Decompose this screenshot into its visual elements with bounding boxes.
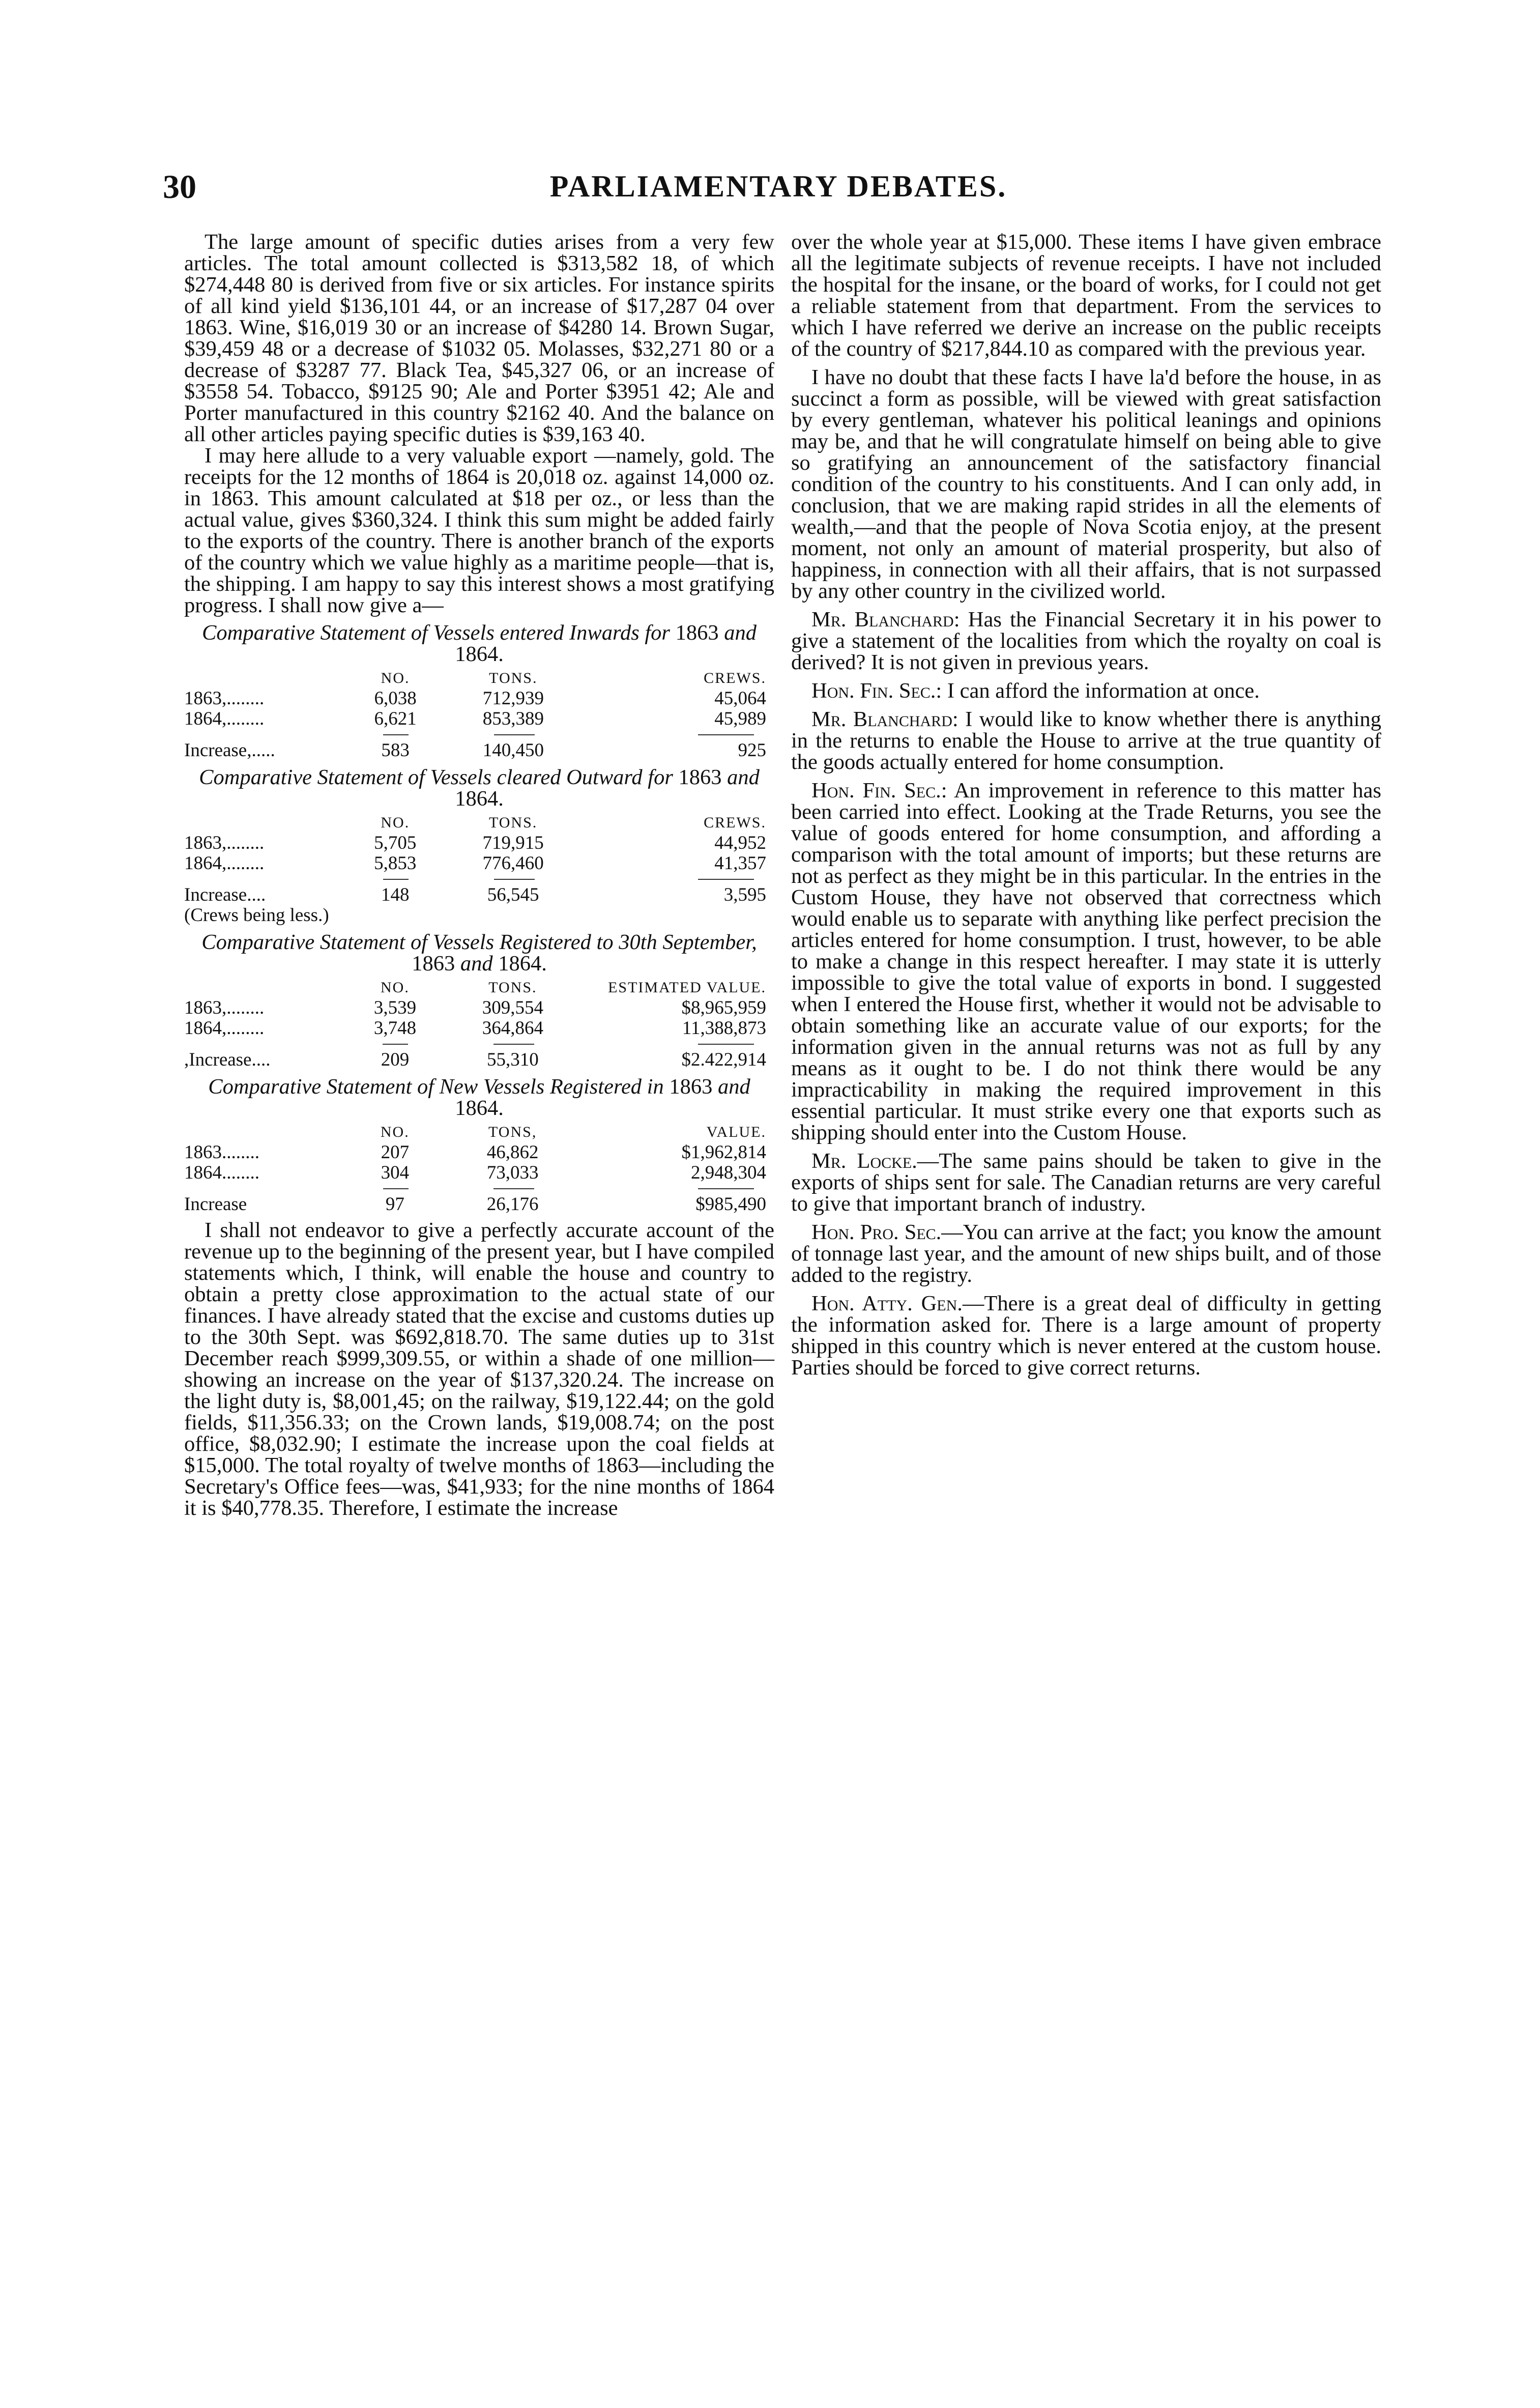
column-header: NO. — [381, 814, 410, 831]
table-rule — [184, 1039, 774, 1050]
column-header: ESTIMATED VALUE. — [608, 979, 766, 996]
column-header: TONS, — [488, 1124, 537, 1140]
table-row: 1864........ 304 73,033 2,948,304 — [184, 1162, 766, 1183]
table-note: (Crews being less.) — [184, 905, 329, 926]
column-header: VALUE. — [706, 1124, 766, 1140]
speech-fin-sec-2: Hon. Fin. Sec.: An improvement in reference to this matter has been carried into effect. Looking at the Trade Returns, you see the value of goods entered for home consumption, and affording a comparison with the total amount of imports; but these returns are not as perfect as they might be in this particular. In the entries in the Custom House, they have not observed that correctness which would enable us to separate with anything like perfect precision the articles entered for home consumption. I trust, however, to be able to make a change in this respect hereafter. I may state it is utterly impossible to give the total value of exports in bond. I suggested when I entered the House first, whether it would not be advisable to obtain something like an accurate value of our exports; for the information given in the annual returns was not as full by any means as it ought to be. I do not think there would be any impracticability in making the required improvement in this essential particular. It must strike every one that exports such as shipping should enter into the Custom House. — [791, 779, 1382, 1144]
speech-blanchard-1: Mr. Blanchard: Has the Financial Secretary it in his power to give a statement of the localities from which the royalty on coal is derived? It is not given in previous years. — [791, 608, 1381, 674]
right-column — [791, 232, 1381, 1379]
table-vessels-registered — [184, 978, 774, 1070]
speech-fin-sec-1: Hon. Fin. Sec.: I can afford the information at once. — [811, 679, 1260, 703]
paragraph-specific-duties: The large amount of specific duties arises from a very few articles. The total amount collected is $313,582 18, of which $274,448 80 is derived from five or six articles. For instance spirits of all kind yield $136,101 44, or an increase of $17,287 04 over 1863. Wine, $16,019 30 or an increase of $4280 14. Brown Sugar, $39,459 48 or a decrease of $1032 05. Molasses, $32,271 80 or a decrease of $3287 77. Black Tea, $45,327 06, or an increase of $3558 54. Tobacco, $9125 90; Ale and Porter $3951 42; Ale and Porter manufactured in this country $2162 40. And the balance on all other articles paying specific duties is $39,163 40. — [184, 230, 774, 446]
table-row: 1863,........ 5,705 719,915 44,952 — [184, 833, 766, 853]
column-header: NO. — [381, 670, 410, 686]
table-caption-entered-inwards: Comparative Statement of Vessels entered Inwards for 1863 and 1864. — [202, 621, 757, 666]
column-header: CREWS. — [704, 670, 766, 686]
table-total-row: Increase,..... 583 140,450 925 — [184, 740, 766, 761]
table-total-row: Increase 97 26,176 $985,490 — [184, 1194, 766, 1215]
speech-atty-gen: Hon. Atty. Gen.—There is a great deal of difficulty in getting the information asked for. There is a large amount of property shipped in this country which is never entered at the custom house. Parties should be forced to give correct returns. — [791, 1292, 1382, 1380]
speech-blanchard-2: Mr. Blanchard: I would like to know whether there is anything in the returns to enable the House to arrive at the true quantity of the goods actually entered for home consumption. — [791, 707, 1381, 774]
speech-pro-sec: Hon. Pro. Sec.—You can arrive at the fact; you know the amount of tonnage last year, and the amount of new ships built, and of those added to the registry. — [791, 1220, 1381, 1287]
speaker-name: Hon. Fin. Sec. — [811, 679, 936, 703]
table-header-row — [184, 668, 774, 689]
table-row: 1863,........ 6,038 712,939 45,064 — [184, 688, 766, 709]
speaker-name: Hon. Pro. Sec. — [811, 1220, 942, 1244]
table-row: 1864,........ 3,748 364,864 11,388,873 — [184, 1018, 766, 1039]
paragraph-gold-export: I may here allude to a very valuable export —namely, gold. The receipts for the 12 months of 1864 is 20,018 oz. against 14,000 oz. in 1863. This amount calculated at $18 per oz., or less than the actual value, gives $360,324. I think this sum might be added fairly to the exports of the country. There is another branch of the exports of the country which we value highly as a maritime people—that is, the shipping. I am happy to say this interest shows a most gratifying progress. I shall now give a— — [184, 444, 774, 617]
table-header-row — [184, 978, 774, 998]
column-header: CREWS. — [704, 814, 766, 831]
table-caption-new-vessels-registered: Comparative Statement of New Vessels Registered in 1863 and 1864. — [208, 1075, 750, 1120]
table-total-row: Increase.... 148 56,545 3,595 — [184, 884, 766, 905]
left-column — [184, 232, 774, 1519]
table-rule — [184, 1183, 774, 1194]
table-row: 1863........ 207 46,862 $1,962,814 — [184, 1142, 766, 1163]
table-caption-vessels-registered: Comparative Statement of Vessels Registered to 30th September, 1863 and 1864. — [201, 930, 757, 976]
table-row: 1864,........ 6,621 853,389 45,989 — [184, 708, 766, 729]
speaker-name: Hon. Atty. Gen. — [811, 1292, 963, 1315]
speaker-name: Hon. Fin. Sec. — [811, 779, 941, 802]
column-header: TONS. — [488, 979, 537, 996]
column-header: NO. — [380, 1124, 410, 1140]
table-total-row: ,Increase.... 209 55,310 $2.422,914 — [184, 1049, 766, 1070]
table-row: 1864,........ 5,853 776,460 41,357 — [184, 853, 766, 874]
table-rule — [184, 729, 774, 740]
speaker-name: Mr. Blanchard — [811, 608, 954, 632]
table-header-row — [184, 1122, 774, 1142]
column-header: TONS. — [489, 670, 538, 686]
speech-locke: Mr. Locke.—The same pains should be taken to give in the exports of ships sent for sale. The Canadian returns are very careful to give that important branch of industry. — [791, 1149, 1381, 1216]
page-number: 30 — [163, 168, 196, 206]
column-header: NO. — [381, 979, 410, 996]
speaker-name: Mr. Locke — [811, 1149, 912, 1173]
table-vessels-entered-inwards — [184, 668, 774, 761]
table-vessels-cleared-outward — [184, 813, 774, 905]
paragraph-revenue-items: over the whole year at $15,000. These items I have given embrace all the legitimate subjects of revenue receipts. I have not included the hospital for the insane, or the board of works, for I could not get a reliable statement from that department. From the services to which I have referred we derive an increase on the public receipts of the country of $217,844.10 as compared with the previous year. — [791, 230, 1381, 361]
column-header: TONS. — [488, 814, 538, 831]
speaker-name: Mr. Blanchard — [811, 707, 952, 731]
paragraph-conclusion: I have no doubt that these facts I have la'd before the house, in as succinct a form as possible, will be viewed with great satisfaction by every gentleman, whatever his political leanings and opinions may be, and that he will congratulate himself on being able to give so gratifying an announcement of the satisfactory financial condition of the country to his constituents. And I can only add, in conclusion, that we are making rapid strides in all the elements of wealth,—and that the people of Nova Scotia enjoy, at the present moment, not only an amount of material prosperity, but also of happiness, in connection with all their affairs, that is not surpassed by any other country in the civilized world. — [791, 365, 1381, 603]
paragraph-revenue-estimate: I shall not endeavor to give a perfectly accurate account of the revenue up to the beginning of the present year, but I have compiled statements which, I think, will enable the house and country to obtain a pretty close approximation to the actual state of our finances. I have already stated that the excise and customs duties up to the 30th Sept. was $692,818.70. The same duties up to 31st December reach $999,309.55, or within a shade of one million—showing an increase on the year of $137,320.24. The increase on the light duty is, $8,001,45; on the railway, $19,122.44; on the gold fields, $11,356.33; on the Crown lands, $19,008.74; on the post office, $8,032.90; I estimate the increase upon the coal fields at $15,000. The total royalty of twelve months of 1863—including the Secretary's Office fees—was, $41,933; for the nine months of 1864 it is $40,778.35. Therefore, I estimate the increase — [184, 1218, 774, 1520]
table-new-vessels-registered — [184, 1122, 774, 1220]
table-rule — [184, 874, 774, 885]
page-header — [163, 168, 1394, 214]
table-row: 1863,........ 3,539 309,554 $8,965,959 — [184, 997, 766, 1018]
table-caption-cleared-outward: Comparative Statement of Vessels cleared Outward for 1863 and 1864. — [199, 765, 760, 811]
running-head-title: PARLIAMENTARY DEBATES. — [549, 169, 1007, 203]
table-header-row — [184, 813, 774, 833]
